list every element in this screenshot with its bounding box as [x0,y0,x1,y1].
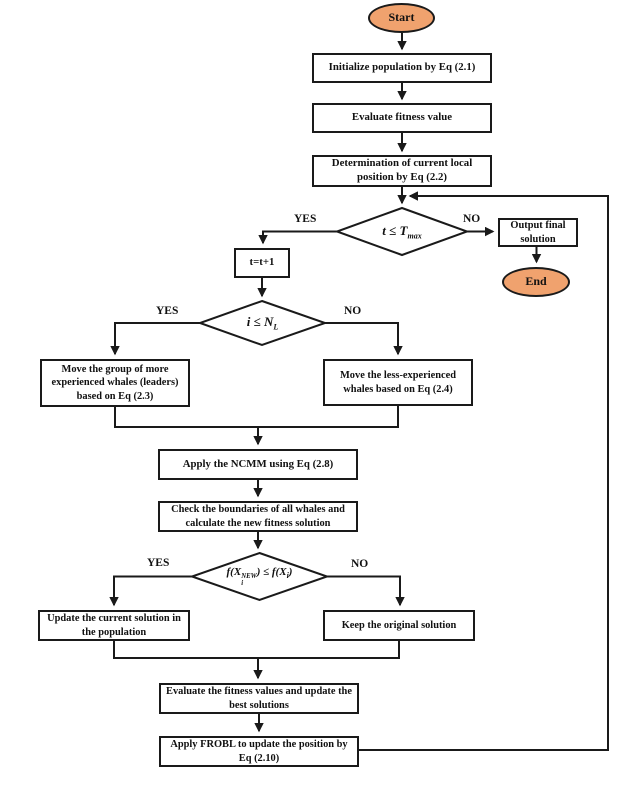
update-solution-label: Update the current solution in the population [47,613,181,638]
evaluate-fitness-label: Evaluate fitness value [351,111,453,124]
determination-label: Determination of current local position by Eq (2.2) [331,157,473,183]
apply-frobl-label: Apply FROBL to update the position by Eq (2.10) [170,739,348,764]
apply-ncmm-box [158,449,358,480]
evaluate-update-best-box [159,683,359,714]
output-final-solution-box [498,218,578,247]
iteration-yes-label: YES [294,213,317,225]
iteration-no-label: NO [463,213,481,225]
evaluate-fitness-box [312,103,492,133]
evaluate-update-best-label: Evaluate the fitness values and update the best solutions [166,686,352,711]
move-less-experienced-label: Move the less-experienced whales based on Eq (2.4) [340,370,456,395]
arrow-leaders-yes-to-move-leaders [115,323,200,354]
iteration-formula: $t \le T_{max}$ [382,222,422,241]
move-leaders-box [40,359,190,407]
leaders-decision-text [200,301,325,345]
check-boundaries-label: Check the boundaries of all whales and calculate the new fitness solution [171,504,345,529]
fitness-no-label: NO [351,558,369,570]
leaders-yes-label: YES [156,305,179,317]
output-final-solution-label: Output final solution [510,220,566,245]
fitness-formula: f(X NEW i ) ≤ $f(X_i)$ [226,565,293,587]
initialize-population-box [312,53,492,83]
move-less-experienced-box [323,359,473,406]
t-increment-box [234,248,290,278]
update-solution-box [38,610,190,641]
keep-solution-label: Keep the original solution [341,619,457,631]
apply-frobl-box [159,736,359,767]
start-label: Start [388,10,415,25]
leaders-no-label: NO [344,305,362,317]
t-increment-label: t=t+1 [249,256,275,269]
feedback-loop-frobl-to-iteration [359,196,608,750]
end-label: End [525,274,547,289]
arrow-iteration-yes-to-increment [263,232,337,244]
end-terminal [502,267,570,297]
apply-ncmm-label: Apply the NCMM using Eq (2.8) [182,457,334,470]
move-leaders-label: Move the group of more experienced whales (leaders) based on Eq (2.3) [51,364,179,402]
initialize-population-label: Initialize population by Eq (2.1) [328,61,476,74]
start-terminal [368,3,435,33]
check-boundaries-box [158,501,358,532]
leaders-formula: $i \le N_L$ [246,314,279,332]
fitness-yes-label: YES [147,557,170,569]
arrow-fitness-yes-to-update [114,577,192,606]
iteration-decision-text [337,208,467,255]
keep-solution-box [323,610,475,641]
determination-box [312,155,492,187]
arrow-fitness-no-to-keep [327,577,400,606]
merge-rail-solution-boxes [114,641,399,658]
arrow-leaders-no-to-move-less [325,323,398,354]
fitness-decision-text [192,553,327,600]
merge-rail-whale-boxes [115,406,398,427]
